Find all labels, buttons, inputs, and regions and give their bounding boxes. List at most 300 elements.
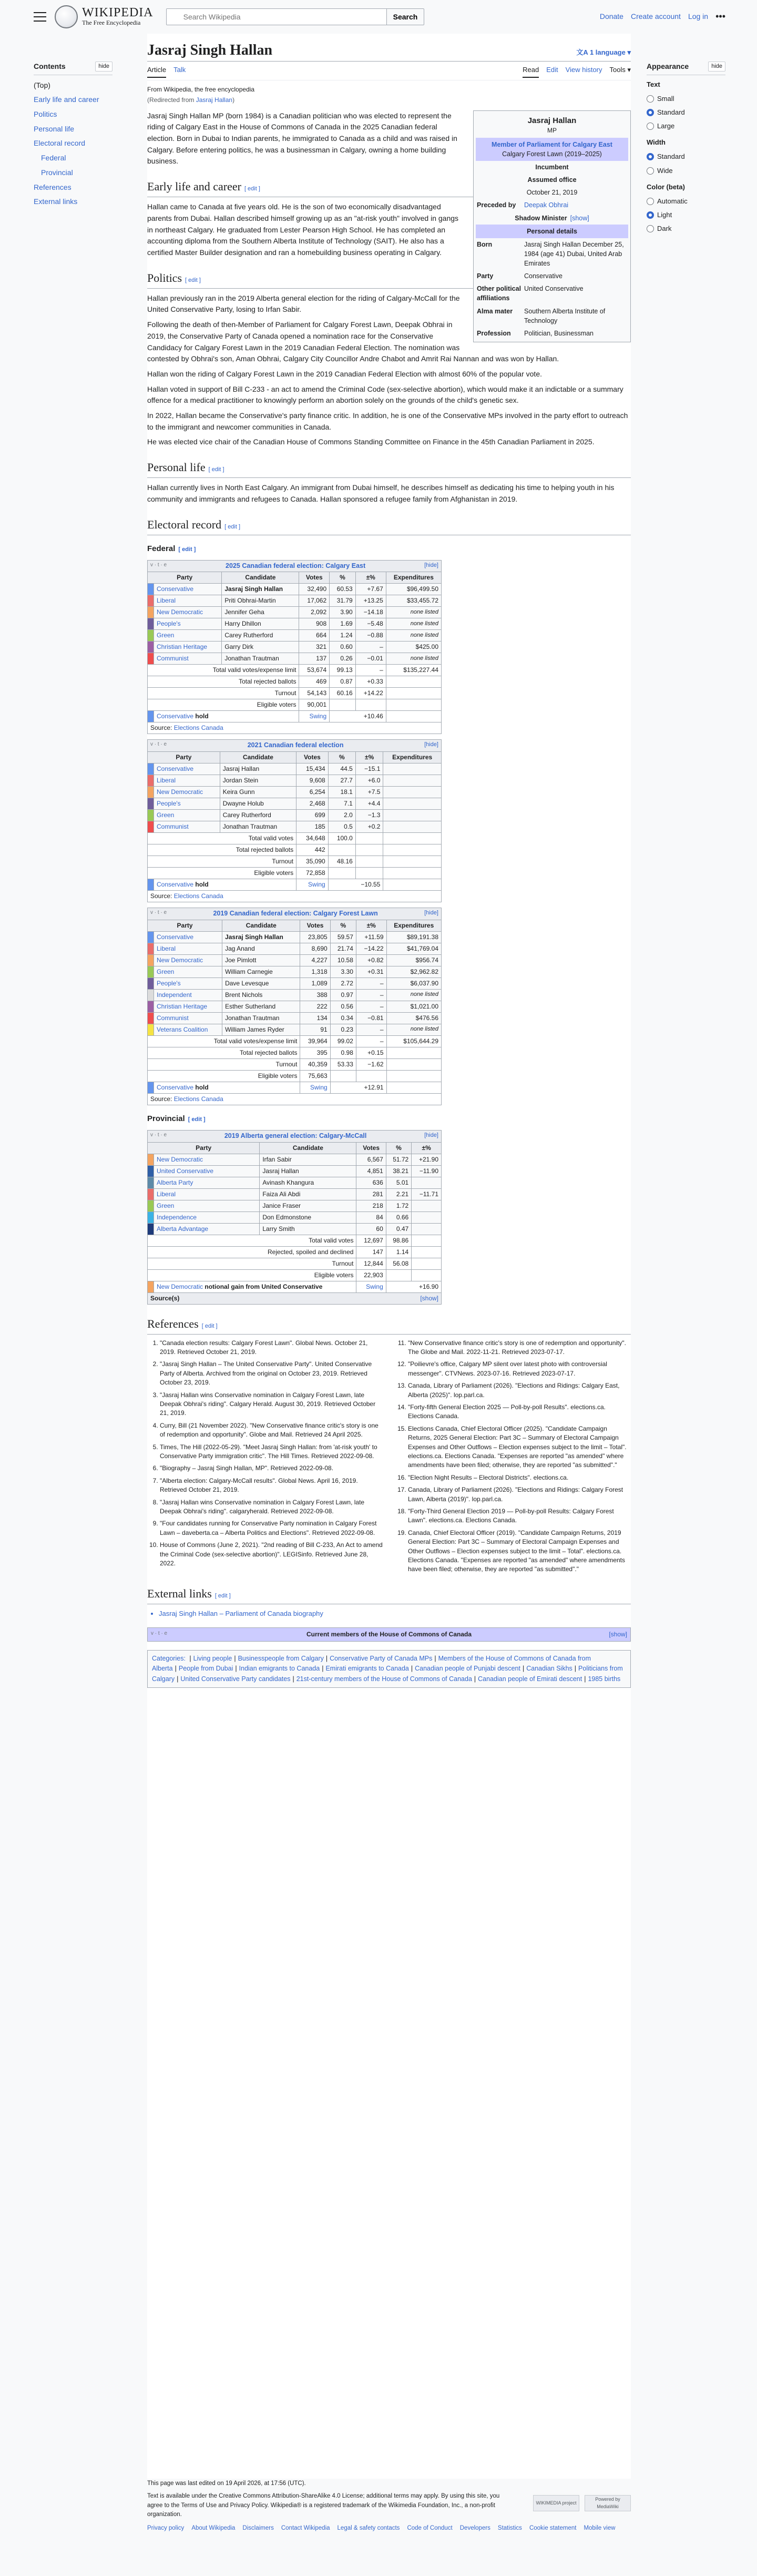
infobox-preceded-value[interactable]: Deepak Obhrai bbox=[524, 201, 569, 209]
table-caption bbox=[148, 740, 442, 752]
tab-tools[interactable]: Tools ▾ bbox=[609, 66, 631, 74]
toc-item-2[interactable]: Politics bbox=[34, 110, 57, 119]
election-table bbox=[147, 739, 442, 902]
vote-pct: 1.72 bbox=[386, 1200, 411, 1211]
totals-votes: 395 bbox=[300, 1047, 330, 1058]
footer-link[interactable]: Mobile view bbox=[584, 2525, 616, 2532]
mediawiki-badge[interactable]: Powered by MediaWiki bbox=[585, 2495, 631, 2511]
text-size-option-1[interactable] bbox=[647, 106, 725, 119]
vte-links[interactable]: v · t · e bbox=[150, 741, 167, 748]
col-candidate: Candidate bbox=[222, 572, 299, 584]
external-link[interactable]: • Jasraj Singh Hallan – Parliament of Canada biography bbox=[159, 1608, 631, 1619]
vote-pct: 2.0 bbox=[328, 810, 355, 821]
expenditure bbox=[383, 763, 442, 775]
reference-item: 4. Curry, Bill (21 November 2022). "New Conservative finance critic's story is one of redemption and opportunity". Globe and Mail. Retrieved 24 April 2025. bbox=[160, 1421, 383, 1440]
party-name[interactable]: New Democratic bbox=[154, 1154, 260, 1165]
vote-count: 4,851 bbox=[356, 1165, 386, 1177]
vote-count: 222 bbox=[300, 1001, 330, 1012]
footer-link[interactable]: Privacy policy bbox=[147, 2525, 185, 2532]
vote-pct: 2.72 bbox=[330, 978, 356, 989]
category-link[interactable]: Politicians from Calgary bbox=[152, 1665, 623, 1683]
vote-change: – bbox=[356, 1024, 386, 1035]
edit-external[interactable]: [ edit ] bbox=[214, 1592, 231, 1599]
politics-paragraph-4: Hallan voted in support of Bill C-233 - an act to amend the Criminal Code (sex-selective abortion), which would make it an indictable or a summary offence for a medical practitioner to knowingly perform an abortion solely on the grounds of the child's genetic sex. bbox=[147, 384, 623, 405]
vte-links[interactable]: v · t · e bbox=[150, 1132, 167, 1138]
party-name[interactable]: Conservative bbox=[154, 931, 222, 943]
candidate-name: Faiza Ali Abdi bbox=[260, 1188, 356, 1200]
reference-item: 11. "New Conservative finance critic's story is one of redemption and opportunity". The Globe and Mail. 2022-11-21. Retrieved 2023-07-17. bbox=[408, 1339, 631, 1357]
width-option-1[interactable] bbox=[647, 164, 725, 178]
infobox-personal-band: Personal details bbox=[476, 225, 628, 238]
totals-change: +14.22 bbox=[355, 688, 386, 699]
party-name[interactable]: Christian Heritage bbox=[154, 1001, 222, 1012]
party-color-swatch bbox=[148, 1200, 154, 1211]
table-title[interactable]: 2019 Canadian federal election: Calgary Forest Lawn bbox=[213, 910, 378, 918]
vote-pct: 1.69 bbox=[330, 618, 356, 630]
vote-change: +6.0 bbox=[355, 775, 383, 787]
page-footer bbox=[147, 2479, 631, 2533]
totals-row bbox=[148, 1058, 442, 1070]
category-link[interactable]: Canadian people of Punjabi descent bbox=[415, 1665, 520, 1673]
main-menu-icon[interactable] bbox=[34, 12, 46, 22]
search-input[interactable] bbox=[166, 8, 387, 25]
footer-link[interactable]: Legal & safety contacts bbox=[337, 2525, 400, 2532]
party-color-swatch bbox=[148, 618, 154, 630]
party-name[interactable]: Liberal bbox=[154, 595, 222, 607]
language-count: 1 language bbox=[589, 48, 626, 56]
tab-article[interactable]: Article bbox=[147, 65, 166, 77]
totals-votes: 40,359 bbox=[300, 1058, 330, 1070]
table-row bbox=[148, 1211, 442, 1223]
navbox-vte[interactable]: v · t · e bbox=[151, 1631, 168, 1637]
col-change: ±% bbox=[356, 920, 386, 931]
party-name[interactable]: New Democratic bbox=[154, 607, 222, 618]
sources-show[interactable]: [show] bbox=[420, 1294, 438, 1302]
hold-row bbox=[148, 1281, 442, 1292]
party-color-swatch bbox=[148, 1154, 154, 1165]
hold-party[interactable]: Conservative bbox=[157, 881, 194, 889]
radio-icon[interactable] bbox=[647, 95, 654, 103]
totals-pct: 1.14 bbox=[386, 1246, 411, 1258]
vote-count: 8,690 bbox=[300, 943, 330, 954]
infobox-shadow-minister bbox=[476, 212, 628, 225]
candidate-name: Don Edmonstone bbox=[260, 1211, 356, 1223]
party-name[interactable]: Communist bbox=[154, 1012, 222, 1024]
party-color-swatch bbox=[148, 584, 154, 595]
infobox bbox=[473, 110, 631, 342]
text-size-option-2[interactable] bbox=[647, 119, 725, 133]
category-link[interactable]: Canadian Sikhs bbox=[526, 1665, 572, 1673]
table-caption bbox=[148, 1130, 442, 1142]
category-link[interactable]: Businesspeople from Calgary bbox=[238, 1654, 324, 1662]
vote-pct: 0.97 bbox=[330, 989, 356, 1001]
vte-links[interactable]: v · t · e bbox=[150, 562, 167, 568]
category-link[interactable]: Living people bbox=[193, 1654, 232, 1662]
shadow-minister-show[interactable]: [show] bbox=[570, 214, 589, 222]
footer-link[interactable]: Developers bbox=[459, 2525, 490, 2532]
swing-label[interactable]: Swing bbox=[356, 1281, 386, 1292]
toc-item-0[interactable]: (Top) bbox=[34, 80, 50, 89]
vote-pct: 10.58 bbox=[330, 954, 356, 966]
totals-row bbox=[148, 688, 442, 699]
toc-item-7[interactable]: References bbox=[34, 182, 71, 191]
categories-label[interactable]: Categories: bbox=[152, 1654, 186, 1662]
table-hide-button[interactable]: [hide] bbox=[424, 741, 438, 748]
table-row bbox=[148, 584, 442, 595]
toc-item-5[interactable]: Federal bbox=[41, 154, 66, 162]
totals-votes: 469 bbox=[299, 676, 330, 688]
appearance-panel bbox=[647, 61, 725, 236]
toc-item-3[interactable]: Personal life bbox=[34, 124, 75, 133]
reference-item: 12. "Poilievre's office, Calgary MP silent over latest photo with controversial messenger". CTVNews. 2023-07-16. Retrieved 2023-07-17. bbox=[408, 1360, 631, 1378]
totals-label: Turnout bbox=[148, 1258, 356, 1269]
party-name[interactable]: Liberal bbox=[154, 943, 222, 954]
hold-empty bbox=[386, 711, 441, 722]
text-size-option-0[interactable] bbox=[647, 92, 725, 106]
reference-item: 6. "Biography – Jasraj Singh Hallan, MP". Retrieved 2022-09-08. bbox=[160, 1464, 383, 1473]
donate-link[interactable]: Donate bbox=[599, 12, 623, 21]
candidate-name: Jennifer Geha bbox=[222, 607, 299, 618]
category-link[interactable]: Emirati emigrants to Canada bbox=[325, 1665, 409, 1673]
category-link[interactable]: Canadian people of Emirati descent bbox=[478, 1675, 582, 1683]
table-title[interactable]: 2019 Alberta general election: Calgary-McCall bbox=[224, 1132, 367, 1139]
totals-exp bbox=[386, 688, 441, 699]
infobox-preceded-label: Preceded by bbox=[477, 201, 516, 209]
edit-provincial[interactable]: [ edit ] bbox=[188, 1116, 206, 1123]
text-size-label: Text bbox=[647, 80, 660, 88]
color-option-label: Dark bbox=[657, 225, 672, 233]
hold-party[interactable]: New Democratic bbox=[157, 1282, 203, 1290]
table-row bbox=[148, 618, 442, 630]
footer-link[interactable]: Disclaimers bbox=[242, 2525, 274, 2532]
expenditure: $476.56 bbox=[386, 1012, 441, 1024]
party-name[interactable]: United Conservative bbox=[154, 1165, 260, 1177]
personal-paragraph: Hallan currently lives in North East Calgary. An immigrant from Dubai himself, he describes himself as dedicating his time to helping youth in his community and immigrants and refugees to Canada. Hallan sponsored a refugee family from Afghanistan in 2019. bbox=[147, 483, 615, 503]
edit-electoral[interactable]: [ edit ] bbox=[224, 523, 241, 530]
source-link[interactable]: Elections Canada bbox=[173, 1095, 223, 1103]
redirect-link[interactable]: Jasraj Hallan bbox=[196, 96, 233, 104]
expenditure: none listed bbox=[386, 1024, 441, 1035]
category-link[interactable]: 1985 births bbox=[588, 1675, 621, 1683]
party-name[interactable]: Christian Heritage bbox=[154, 642, 222, 653]
col-pct: % bbox=[330, 572, 356, 584]
vote-count: 4,227 bbox=[300, 954, 330, 966]
party-name[interactable]: Veterans Coalition bbox=[154, 1024, 222, 1035]
infobox-postnom: MP bbox=[547, 127, 557, 135]
col-change: ±% bbox=[355, 752, 383, 763]
width-option-0[interactable] bbox=[647, 150, 725, 164]
vote-count: 23,805 bbox=[300, 931, 330, 943]
category-separator: | bbox=[235, 1665, 237, 1673]
politics-paragraph-1: Hallan previously ran in the 2019 Alberta general election for the riding of Calgary-McCall for the United Conservative Party, losing to Irfan Sabir. bbox=[147, 293, 460, 314]
login-link[interactable]: Log in bbox=[688, 12, 709, 21]
candidate-name: Dwayne Holub bbox=[220, 798, 296, 810]
totals-pct: 0.87 bbox=[330, 676, 356, 688]
swing-label[interactable]: Swing bbox=[300, 1082, 330, 1093]
category-link[interactable]: Members of the House of Commons of Canada from Alberta bbox=[152, 1654, 591, 1673]
totals-votes: 12,697 bbox=[356, 1235, 386, 1246]
col-votes: Votes bbox=[300, 920, 330, 931]
hold-empty bbox=[386, 1082, 441, 1093]
election-table bbox=[147, 560, 442, 735]
party-name[interactable]: Alberta Party bbox=[154, 1177, 260, 1188]
table-row bbox=[148, 931, 442, 943]
radio-icon[interactable] bbox=[647, 198, 654, 205]
party-name[interactable]: Independent bbox=[154, 989, 222, 1001]
hold-color-swatch bbox=[148, 1082, 154, 1093]
party-name[interactable]: New Democratic bbox=[154, 787, 220, 798]
party-name[interactable]: New Democratic bbox=[154, 954, 222, 966]
radio-icon[interactable] bbox=[647, 167, 654, 175]
party-name[interactable]: Green bbox=[154, 630, 222, 642]
totals-row bbox=[148, 833, 442, 844]
vote-pct: 0.34 bbox=[330, 1012, 356, 1024]
subsection-provincial bbox=[147, 1113, 631, 1125]
category-link[interactable]: Conservative Party of Canada MPs bbox=[330, 1654, 433, 1662]
totals-pct: 53.33 bbox=[330, 1058, 356, 1070]
party-color-swatch bbox=[148, 1188, 154, 1200]
source-label: Source: bbox=[150, 724, 174, 732]
section-personal-life bbox=[147, 459, 631, 478]
totals-label: Rejected, spoiled and declined bbox=[148, 1246, 356, 1258]
page-title-row bbox=[147, 39, 631, 62]
footer-link[interactable]: About Wikipedia bbox=[191, 2525, 236, 2532]
table-hide-button[interactable]: [hide] bbox=[424, 1132, 438, 1138]
party-name[interactable]: Independence bbox=[154, 1211, 260, 1223]
color-option-label: Automatic bbox=[657, 197, 688, 205]
totals-exp: $135,227.44 bbox=[386, 665, 441, 676]
color-option-1[interactable] bbox=[647, 208, 725, 222]
party-name[interactable]: Alberta Advantage bbox=[154, 1223, 260, 1235]
col-votes: Votes bbox=[296, 752, 329, 763]
radio-icon[interactable] bbox=[647, 123, 654, 130]
text-size-option-label: Standard bbox=[657, 108, 685, 116]
party-name[interactable]: People's bbox=[154, 618, 222, 630]
category-link[interactable]: Indian emigrants to Canada bbox=[239, 1665, 320, 1673]
col-pct: % bbox=[330, 920, 356, 931]
table-of-contents bbox=[34, 61, 112, 209]
party-color-swatch bbox=[148, 1223, 154, 1235]
subsection-provincial-title: Provincial bbox=[147, 1114, 185, 1123]
vote-change: +0.2 bbox=[355, 821, 383, 833]
footer-link[interactable]: Statistics bbox=[497, 2525, 522, 2532]
party-name[interactable]: Liberal bbox=[154, 775, 220, 787]
user-links bbox=[600, 9, 725, 24]
table-row bbox=[148, 966, 442, 978]
infobox-row bbox=[476, 327, 628, 340]
infobox-row-value: Jasraj Singh Hallan December 25, 1984 (age 41) Dubai, United Arab Emirates bbox=[524, 240, 624, 268]
subsection-federal-title: Federal bbox=[147, 544, 176, 553]
totals-votes: 75,663 bbox=[300, 1070, 330, 1082]
hold-color-swatch bbox=[148, 711, 154, 722]
hold-color-swatch bbox=[148, 1281, 154, 1292]
page-tabs bbox=[147, 65, 631, 80]
table-hide-button[interactable]: [hide] bbox=[424, 562, 438, 568]
totals-change bbox=[412, 1269, 442, 1281]
reference-item: 5. Times, The Hill (2022-05-29). "Meet Jasraj Singh Hallan: from 'at-risk youth' to Conservative Party immigration critic". The Hill Times. Retrieved 2022-09-08. bbox=[160, 1443, 383, 1461]
table-caption bbox=[148, 908, 442, 920]
tab-edit[interactable]: Edit bbox=[546, 66, 558, 74]
color-option-2[interactable] bbox=[647, 222, 725, 236]
hold-party[interactable]: Conservative bbox=[157, 712, 194, 720]
totals-label: Total valid votes bbox=[148, 833, 296, 844]
party-name[interactable]: Liberal bbox=[154, 1188, 260, 1200]
table-title[interactable]: 2021 Canadian federal election bbox=[247, 741, 344, 749]
wikimedia-badge[interactable]: WIKIMEDIA project bbox=[533, 2495, 579, 2511]
section-personal-title: Personal life bbox=[147, 461, 206, 474]
candidate-name: Carey Rutherford bbox=[222, 630, 299, 642]
party-name[interactable]: Conservative bbox=[154, 584, 222, 595]
candidate-name: Jonathan Trautman bbox=[222, 653, 299, 665]
vote-pct: 51.72 bbox=[386, 1154, 411, 1165]
toc-item-4[interactable]: Electoral record bbox=[34, 139, 86, 148]
edit-references[interactable]: [ edit ] bbox=[201, 1322, 218, 1329]
party-name[interactable]: Green bbox=[154, 1200, 260, 1211]
language-button[interactable]: 文A 1 language ▾ bbox=[576, 48, 631, 56]
party-name[interactable]: Communist bbox=[154, 821, 220, 833]
party-name[interactable]: Green bbox=[154, 810, 220, 821]
footer-link[interactable]: Code of Conduct bbox=[407, 2525, 453, 2532]
vote-pct: 31.79 bbox=[330, 595, 356, 607]
redirect-notice bbox=[147, 95, 631, 105]
expenditure bbox=[383, 798, 442, 810]
hold-party[interactable]: Conservative bbox=[157, 1083, 194, 1091]
table-row bbox=[148, 978, 442, 989]
infobox-row-label: Party bbox=[477, 272, 494, 280]
toc-hide-button[interactable]: hide bbox=[95, 62, 112, 72]
toc-item-1[interactable]: Early life and career bbox=[34, 95, 99, 104]
tab-talk[interactable]: Talk bbox=[173, 66, 186, 74]
reference-item: 10. House of Commons (June 2, 2021). "2nd reading of Bill C-233, An Act to amend the Criminal Code (sex-selective abortion)". LEGISinfo. Retrieved June 28, 2022. bbox=[160, 1541, 383, 1568]
table-hide-button[interactable]: [hide] bbox=[424, 910, 438, 917]
tab-view-history[interactable]: View history bbox=[565, 66, 602, 74]
infobox-office bbox=[476, 138, 628, 161]
vote-pct: 3.30 bbox=[330, 966, 356, 978]
infobox-row-label: Other political affiliations bbox=[477, 285, 521, 302]
candidate-name: Jasraj Hallan bbox=[260, 1165, 356, 1177]
category-separator: | bbox=[234, 1654, 236, 1662]
table-title[interactable]: 2025 Canadian federal election: Calgary East bbox=[226, 562, 366, 569]
party-color-swatch bbox=[148, 966, 154, 978]
candidate-name: William James Ryder bbox=[222, 1024, 300, 1035]
source-link[interactable]: Elections Canada bbox=[173, 892, 223, 900]
edit-personal[interactable]: [ edit ] bbox=[208, 466, 224, 473]
totals-exp bbox=[386, 1058, 441, 1070]
toc-item-8[interactable]: External links bbox=[34, 197, 78, 206]
col-pct: % bbox=[328, 752, 355, 763]
vote-change: – bbox=[356, 1001, 386, 1012]
infobox-assumed-date: October 21, 2019 bbox=[526, 189, 578, 197]
party-name[interactable]: Green bbox=[154, 966, 222, 978]
totals-row bbox=[148, 1258, 442, 1269]
election-table bbox=[147, 1130, 442, 1305]
vote-pct: 5.01 bbox=[386, 1177, 411, 1188]
appearance-hide-button[interactable]: hide bbox=[708, 62, 725, 72]
party-color-swatch bbox=[148, 607, 154, 618]
party-name[interactable]: People's bbox=[154, 798, 220, 810]
radio-icon[interactable] bbox=[647, 225, 654, 232]
totals-change bbox=[355, 844, 383, 856]
hold-row bbox=[148, 1082, 442, 1093]
totals-exp bbox=[383, 833, 442, 844]
totals-label: Total rejected ballots bbox=[148, 676, 299, 688]
candidate-name: Harry Dhillon bbox=[222, 618, 299, 630]
toc-item-6[interactable]: Provincial bbox=[41, 168, 73, 177]
candidate-name: Jonathan Trautman bbox=[220, 821, 296, 833]
infobox-office-link[interactable]: Member of Parliament for Calgary East bbox=[492, 140, 612, 148]
party-name[interactable]: People's bbox=[154, 978, 222, 989]
swing-label[interactable]: Swing bbox=[299, 711, 330, 722]
table-row bbox=[148, 653, 442, 665]
vte-links[interactable]: v · t · e bbox=[150, 910, 167, 916]
footer-link[interactable]: Cookie statement bbox=[529, 2525, 577, 2532]
edit-early[interactable]: [ edit ] bbox=[244, 186, 260, 192]
totals-change: −1.62 bbox=[356, 1058, 386, 1070]
totals-votes: 53,674 bbox=[299, 665, 330, 676]
totals-label: Turnout bbox=[148, 856, 296, 868]
totals-label: Total valid votes bbox=[148, 1235, 356, 1246]
navbox-show[interactable]: [show] bbox=[609, 1631, 627, 1638]
swing-label[interactable]: Swing bbox=[296, 879, 329, 891]
candidate-name: Jasraj Hallan bbox=[220, 763, 296, 775]
color-option-0[interactable] bbox=[647, 195, 725, 208]
wikipedia-logo[interactable] bbox=[55, 5, 154, 28]
more-options-icon[interactable]: ••• bbox=[715, 11, 725, 22]
table-row bbox=[148, 763, 442, 775]
totals-label: Turnout bbox=[148, 1058, 300, 1070]
vote-change: +7.67 bbox=[355, 584, 386, 595]
col-expenditures: Expenditures bbox=[386, 572, 441, 584]
party-color-swatch bbox=[148, 943, 154, 954]
totals-change: +0.15 bbox=[356, 1047, 386, 1058]
create-account-link[interactable]: Create account bbox=[630, 12, 681, 21]
category-link[interactable]: United Conservative Party candidates bbox=[180, 1675, 291, 1683]
search-button[interactable]: Search bbox=[387, 8, 425, 25]
edit-politics[interactable]: [ edit ] bbox=[185, 277, 201, 283]
totals-change bbox=[355, 833, 383, 844]
early-paragraph: Hallan came to Canada at five years old. He is the son of two economically disadvantaged parents from Dubai. Hallan described himself growing up as an "at-risk youth" involved in gangs in northeast Calgary. He graduated from Lester Pearson High School. He has completed an accounting diploma from the Southern Alberta Institute of Technology (SAIT). He also has a certified Master Builder designation and ran a homebuilding business operating in Calgary. bbox=[147, 202, 459, 257]
expenditure: none listed bbox=[386, 653, 441, 665]
totals-pct: 0.98 bbox=[330, 1047, 356, 1058]
radio-icon[interactable] bbox=[647, 109, 654, 116]
tab-read[interactable]: Read bbox=[523, 65, 539, 77]
party-color-swatch bbox=[148, 931, 154, 943]
expenditure: none listed bbox=[386, 607, 441, 618]
party-name[interactable]: Conservative bbox=[154, 763, 220, 775]
section-early-title: Early life and career bbox=[147, 180, 241, 194]
party-color-swatch bbox=[148, 1211, 154, 1223]
category-link[interactable]: People from Dubai bbox=[178, 1665, 233, 1673]
totals-row bbox=[148, 1070, 442, 1082]
radio-icon[interactable] bbox=[647, 211, 654, 219]
source-link[interactable]: Elections Canada bbox=[173, 724, 223, 732]
toc-title: Contents bbox=[34, 62, 66, 70]
vote-pct: 38.21 bbox=[386, 1165, 411, 1177]
totals-pct: 99.02 bbox=[330, 1035, 356, 1047]
party-name[interactable]: Communist bbox=[154, 653, 222, 665]
totals-row bbox=[148, 856, 442, 868]
vote-change: +13.25 bbox=[355, 595, 386, 607]
radio-icon[interactable] bbox=[647, 153, 654, 160]
edit-federal[interactable]: [ edit ] bbox=[178, 546, 196, 553]
totals-exp bbox=[386, 676, 441, 688]
vote-pct: 3.90 bbox=[330, 607, 356, 618]
party-color-swatch bbox=[148, 642, 154, 653]
footer-link[interactable]: Contact Wikipedia bbox=[281, 2525, 330, 2532]
category-link[interactable]: 21st-century members of the House of Commons of Canada bbox=[296, 1675, 472, 1683]
category-separator: | bbox=[411, 1665, 413, 1673]
source-row bbox=[148, 722, 442, 734]
